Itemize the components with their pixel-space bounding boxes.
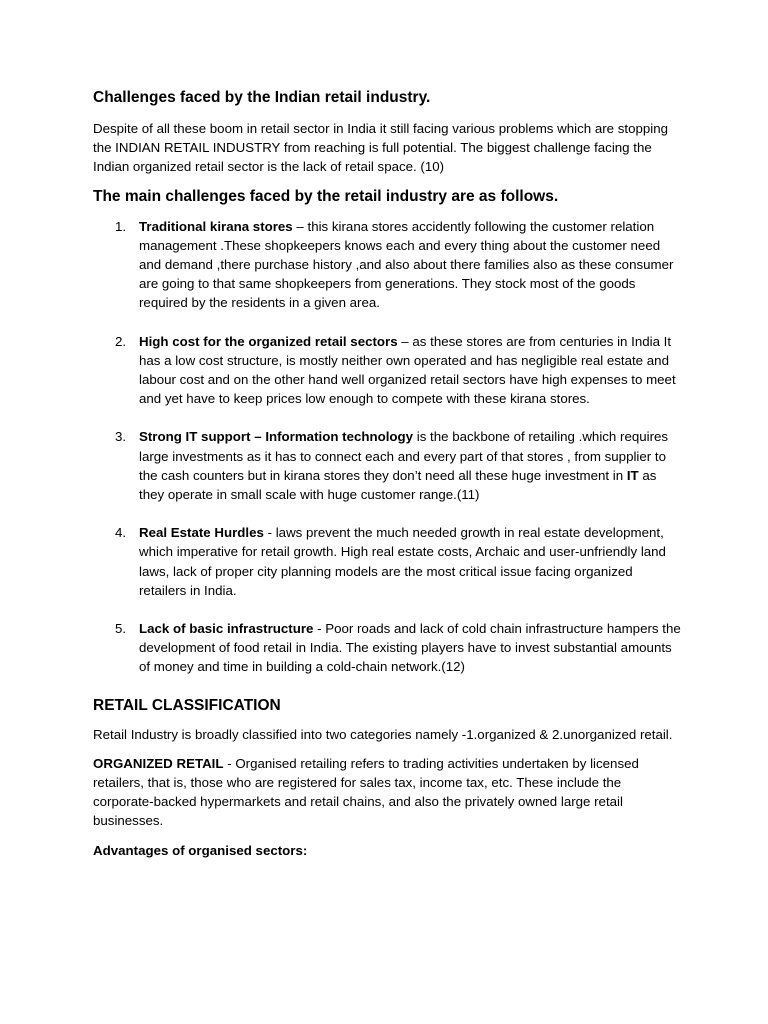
classification-paragraph: Retail Industry is broadly classified into two categories namely -1.organized & 2.unorganized retail. bbox=[93, 726, 673, 742]
organized-retail-label: ORGANIZED RETAIL bbox=[93, 755, 224, 771]
challenge-description: – this kirana stores accidently following the customer relation management .These shopkeepers knows each and every thing about the customer need and demand ,there purchase history ,and also about there families also as these consumer are going to that same shopkeepers from generations. They stock most of the goods required by the residents in a given area. bbox=[139, 218, 674, 311]
challenge-number: 1. bbox=[115, 218, 127, 234]
challenge-term: Strong IT support – Information technology bbox=[139, 429, 414, 445]
main-challenges-heading: The main challenges faced by the retail industry are as follows. bbox=[93, 187, 559, 205]
challenge-term: Lack of basic infrastructure bbox=[139, 621, 314, 637]
advantages-heading bbox=[93, 841, 683, 860]
challenge-item bbox=[93, 523, 683, 600]
document-title: Challenges faced by the Indian retail industry. bbox=[93, 89, 431, 106]
challenge-description: - Poor roads and lack of cold chain infrastructure hampers the development of food retail in India. The existing players have to invest substantial amounts of money and time in building a cold-chain network.(12) bbox=[139, 621, 681, 675]
challenge-description: is the backbone of retailing .which requires large investments as it has to connect each and every part of that stores , from supplier to the cash counters but in kirana stores they don’t need all these huge investment in bbox=[139, 429, 669, 483]
challenge-item bbox=[93, 619, 683, 677]
challenge-item bbox=[93, 332, 683, 409]
challenge-number: 3. bbox=[115, 429, 127, 445]
challenge-description: as they operate in small scale with huge customer range.(11) bbox=[139, 467, 657, 503]
challenge-term: High cost for the organized retail sectors bbox=[139, 333, 398, 349]
challenge-number: 2. bbox=[115, 333, 127, 349]
challenge-term: Traditional kirana stores bbox=[139, 218, 293, 234]
document-page bbox=[93, 88, 683, 870]
challenge-item bbox=[93, 427, 683, 504]
section-heading-retail-classification: RETAIL CLASSIFICATION bbox=[93, 696, 281, 714]
challenge-description: – as these stores are from centuries in India It has a low cost structure, is mostly neither own operated and has negligible real estate and labour cost and on the other hand well organized retail sectors have high expenses to meet and yet have to keep prices low enough to compete with these kirana stores. bbox=[139, 333, 676, 407]
challenges-list bbox=[93, 217, 683, 677]
challenge-term: IT bbox=[626, 467, 639, 483]
challenge-term: Real Estate Hurdles bbox=[139, 525, 264, 541]
challenge-description: - laws prevent the much needed growth in real estate development, which imperative for retail growth. High real estate costs, Archaic and user-unfriendly land laws, lack of proper city planning models are the most critical issue facing organized retailers in India. bbox=[139, 525, 666, 598]
challenge-number: 5. bbox=[115, 621, 127, 637]
advantages-heading-label: Advantages of organised sectors: bbox=[93, 842, 308, 858]
challenge-item bbox=[93, 217, 683, 313]
organized-retail-text: - Organised retailing refers to trading activities undertaken by licensed retailers, that is, those who are registered for sales tax, income tax, etc. These include the corporate-backed hypermarkets and retail chains, and also the privately owned large retail businesses. bbox=[93, 755, 639, 829]
organized-retail-paragraph bbox=[93, 754, 683, 831]
challenge-number: 4. bbox=[115, 525, 127, 541]
intro-paragraph: Despite of all these boom in retail sector in India it still facing various problems which are stopping the INDIAN RETAIL INDUSTRY from reaching is full potential. The biggest challenge facing the Indian organized retail sector is the lack of retail space. (10) bbox=[93, 121, 669, 175]
